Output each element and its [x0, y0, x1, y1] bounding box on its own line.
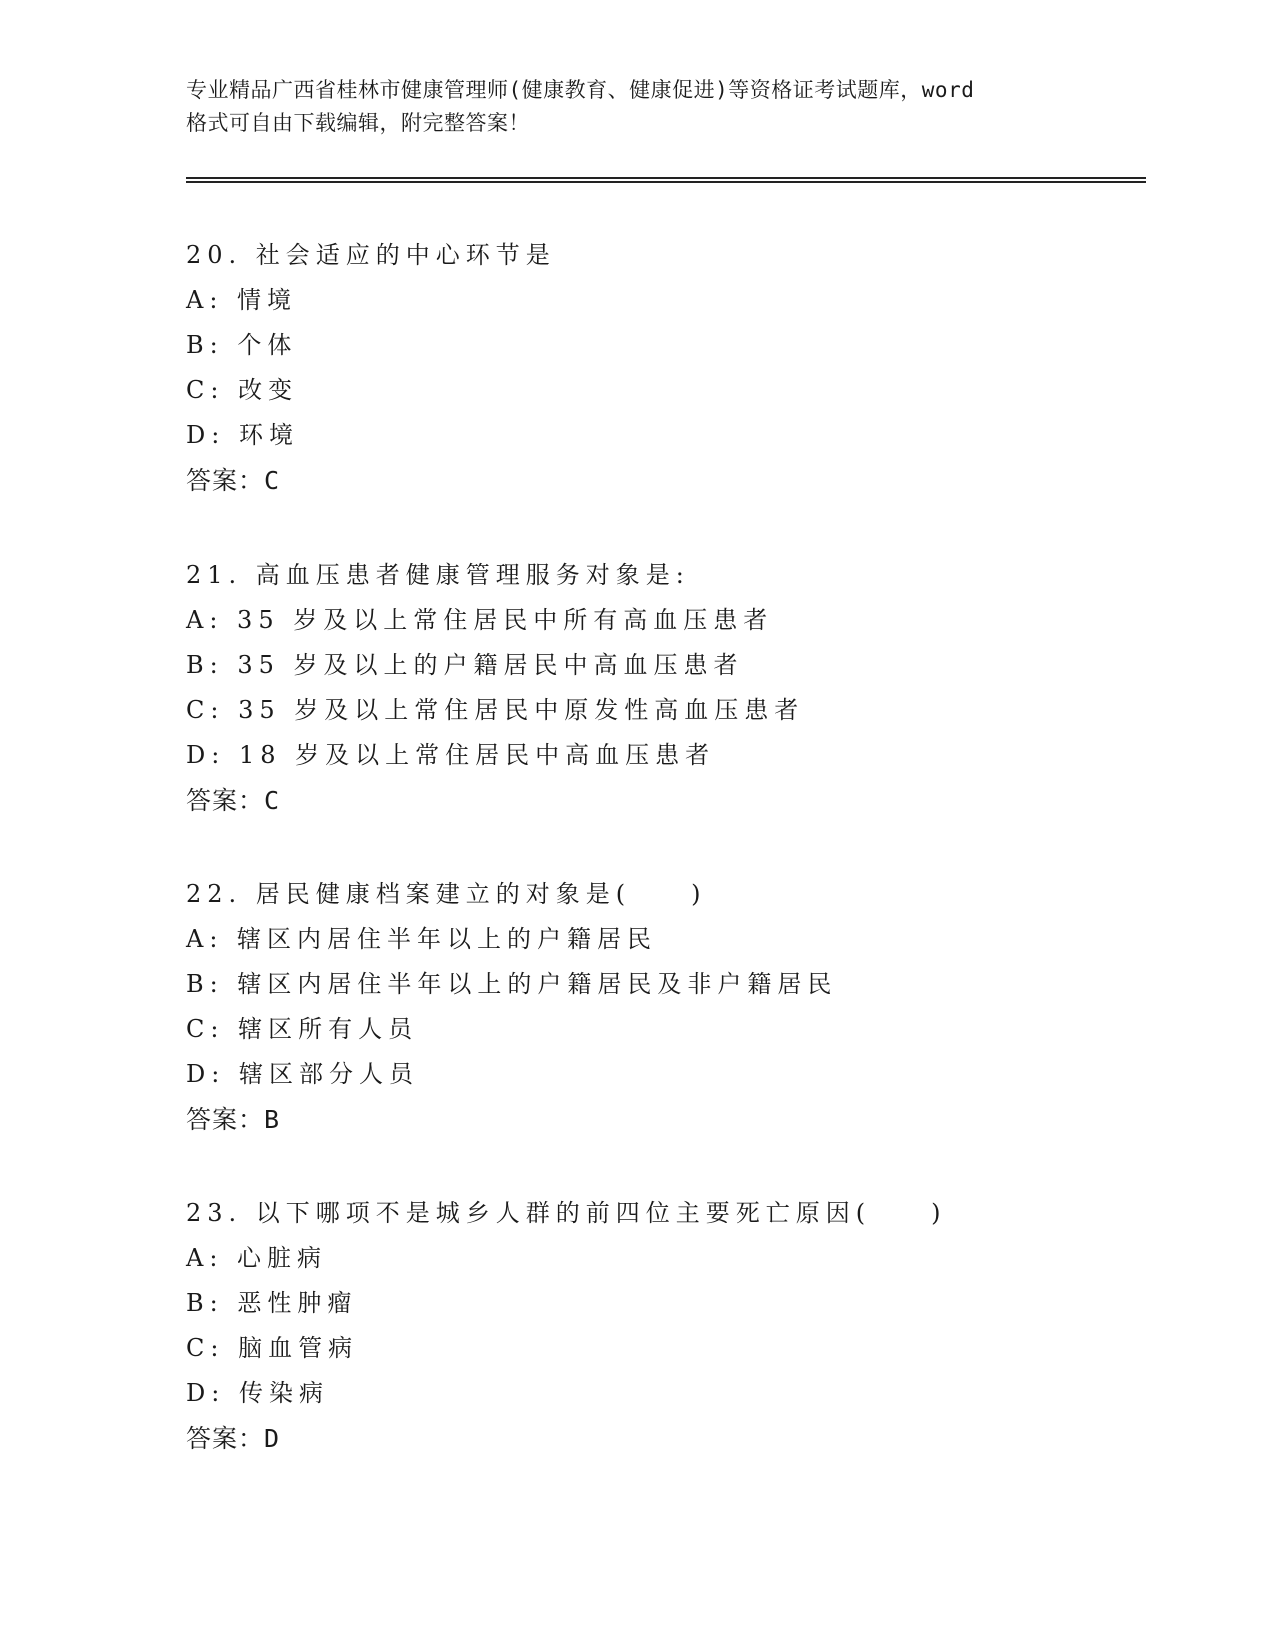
answer-line — [186, 1416, 1136, 1461]
answer-line — [186, 778, 1136, 823]
option-c: C: 35 岁及以上常住居民中原发性高血压患者 — [186, 696, 805, 724]
answer-value: C — [264, 786, 281, 815]
question-title: 20. 社会适应的中心环节是 — [186, 241, 556, 269]
option-c: C: 辖区所有人员 — [186, 1015, 419, 1043]
option-d: D: 18 岁及以上常住居民中高血压患者 — [186, 741, 716, 769]
question-title: 22. 居民健康档案建立的对象是( ) — [186, 880, 707, 908]
header-divider-bottom — [186, 181, 1146, 183]
answer-value: D — [264, 1424, 281, 1453]
answer-line — [186, 1097, 1136, 1142]
option-c: C: 改变 — [186, 376, 299, 404]
option-d: D: 辖区部分人员 — [186, 1060, 419, 1088]
question-title: 21. 高血压患者健康管理服务对象是: — [186, 561, 690, 589]
header-divider-top — [186, 177, 1146, 179]
question-22 — [186, 872, 1136, 1142]
option-a: A: 辖区内居住半年以上的户籍居民 — [186, 925, 658, 953]
answer-label: 答案： — [186, 1424, 265, 1453]
answer-value: B — [264, 1105, 281, 1134]
answer-label: 答案： — [186, 466, 265, 495]
option-c: C: 脑血管病 — [186, 1334, 359, 1362]
option-a: A: 35 岁及以上常住居民中所有高血压患者 — [186, 606, 774, 634]
question-21 — [186, 553, 1136, 823]
option-d: D: 环境 — [186, 421, 299, 449]
option-a: A: 情境 — [186, 286, 298, 314]
option-d: D: 传染病 — [186, 1379, 329, 1407]
question-23 — [186, 1191, 1136, 1461]
answer-label: 答案： — [186, 786, 265, 815]
header-line-1: 专业精品广西省桂林市健康管理师(健康教育、健康促进)等资格证考试题库，word — [186, 78, 975, 102]
header-line-2: 格式可自由下载编辑，附完整答案！ — [186, 111, 530, 135]
option-a: A: 心脏病 — [186, 1244, 328, 1272]
question-20 — [186, 233, 1136, 503]
option-b: B: 35 岁及以上的户籍居民中高血压患者 — [186, 651, 744, 679]
answer-label: 答案： — [186, 1105, 265, 1134]
option-b: B: 个体 — [186, 331, 298, 359]
answer-value: C — [264, 466, 281, 495]
document-header — [186, 74, 1086, 140]
answer-line — [186, 458, 1136, 503]
question-title: 23. 以下哪项不是城乡人群的前四位主要死亡原因( ) — [186, 1199, 947, 1227]
option-b: B: 恶性肿瘤 — [186, 1289, 358, 1317]
option-b: B: 辖区内居住半年以上的户籍居民及非户籍居民 — [186, 970, 838, 998]
